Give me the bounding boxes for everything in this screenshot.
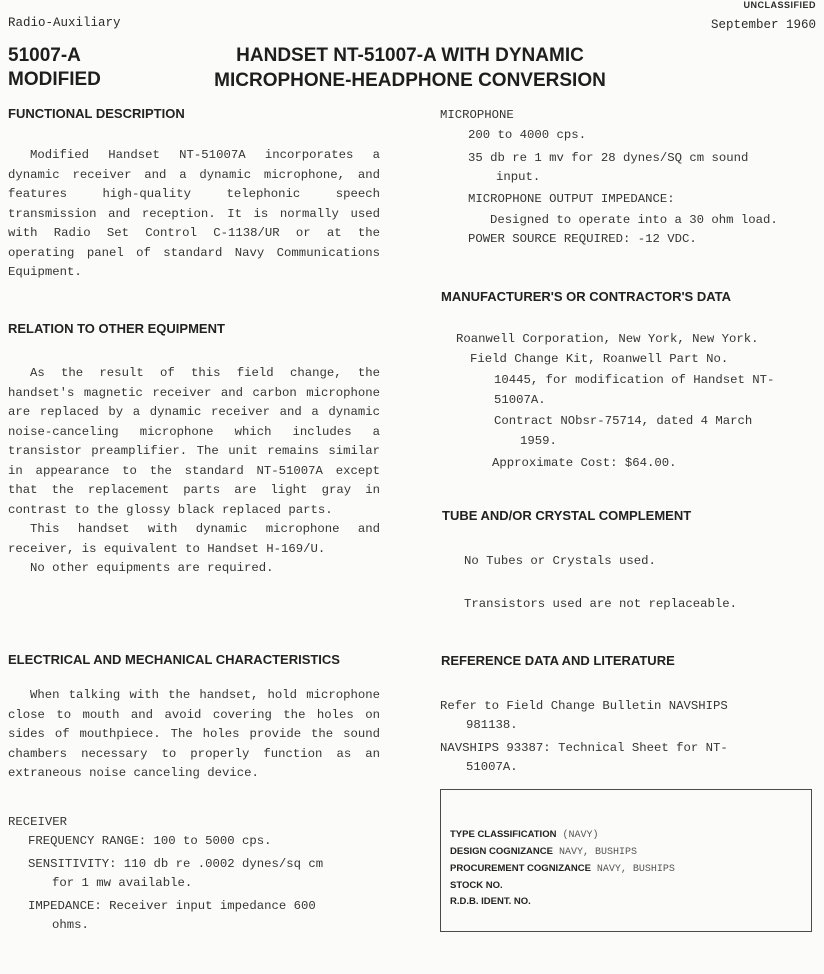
reference-line-1: Refer to Field Change Bulletin NAVSHIPS (440, 699, 728, 713)
receiver-sensitivity: SENSITIVITY: 110 db re .0002 dynes/sq cm (28, 857, 324, 871)
classification-box (440, 789, 812, 932)
rdb-ident-label: R.D.B. IDENT. NO. (450, 896, 531, 907)
microphone-impedance-value: Designed to operate into a 30 ohm load. (490, 213, 778, 227)
microphone-sensitivity-cont: input. (496, 170, 541, 184)
procurement-cognizance-label: PROCUREMENT COGNIZANCE (450, 863, 591, 874)
manufacturer-line-4: 51007A. (494, 393, 546, 407)
relation-paragraph-2: This handset with dynamic microphone and receiver, is equivalent to Handset H-169/U. (8, 522, 380, 556)
stock-number-row (450, 878, 675, 894)
classification-marking: UNCLASSIFIED (743, 0, 816, 10)
relation-text (8, 364, 380, 579)
stock-number-label: STOCK NO. (450, 880, 503, 891)
power-source: POWER SOURCE REQUIRED: -12 VDC. (468, 232, 697, 246)
receiver-sensitivity-cont: for 1 mw available. (52, 876, 193, 890)
rdb-ident-row (450, 894, 675, 910)
manufacturer-line-3: 10445, for modification of Handset NT- (494, 373, 775, 387)
microphone-frequency: 200 to 4000 cps. (468, 128, 587, 142)
category-label: Radio-Auxiliary (8, 16, 121, 30)
contract-line: Contract NObsr-75714, dated 4 March (494, 414, 753, 428)
functional-heading: FUNCTIONAL DESCRIPTION (8, 106, 185, 121)
title-line-2: MICROPHONE-HEADPHONE CONVERSION (214, 70, 606, 91)
receiver-impedance-cont: ohms. (52, 918, 89, 932)
document-date: September 1960 (710, 18, 816, 32)
document-title (170, 43, 650, 93)
microphone-sensitivity: 35 db re 1 mv for 28 dynes/SQ cm sound (468, 151, 749, 165)
reference-line-3: NAVSHIPS 93387: Technical Sheet for NT- (440, 741, 728, 755)
receiver-frequency: FREQUENCY RANGE: 100 to 5000 cps. (28, 834, 272, 848)
microphone-label: MICROPHONE (440, 108, 514, 122)
electrical-paragraph: When talking with the handset, hold microphone close to mouth and avoid covering the holes on sides of mouthpiece. The holes provide the sound chambers necessary to properly function as an extraneous noise canceling device. (8, 688, 380, 780)
tubes-line-2: Transistors used are not replaceable. (464, 597, 738, 611)
procurement-cognizance-value: NAVY, BUSHIPS (596, 864, 675, 875)
receiver-impedance: IMPEDANCE: Receiver input impedance 600 (28, 899, 316, 913)
classification-rows (450, 827, 675, 910)
contract-line-cont: 1959. (520, 434, 557, 448)
microphone-impedance-label: MICROPHONE OUTPUT IMPEDANCE: (468, 192, 675, 206)
manufacturer-line-2: Field Change Kit, Roanwell Part No. (470, 352, 729, 366)
receiver-label: RECEIVER (8, 815, 68, 829)
electrical-heading: ELECTRICAL AND MECHANICAL CHARACTERISTICS (8, 652, 340, 667)
approximate-cost: Approximate Cost: $64.00. (492, 456, 677, 470)
type-classification-row (450, 827, 675, 844)
manufacturer-heading: MANUFACTURER'S OR CONTRACTOR'S DATA (441, 289, 732, 304)
electrical-text (8, 686, 380, 784)
design-cognizance-value: NAVY, BUSHIPS (558, 847, 637, 858)
tubes-line-1: No Tubes or Crystals used. (464, 554, 656, 568)
tubes-heading: TUBE AND/OR CRYSTAL COMPLEMENT (442, 508, 692, 523)
relation-paragraph-1: As the result of this field change, the handset's magnetic receiver and carbon microphone are replaced by a dynamic receiver and a dynamic noise-canceling microphone which includes a transistor preamplifier. The unit remains similar in appearance to the standard NT-51007A except that the replacement parts are light gray in contrast to the glossy black replaced parts. (8, 366, 380, 517)
relation-heading: RELATION TO OTHER EQUIPMENT (8, 321, 225, 336)
type-classification-value: (NAVY) (562, 830, 599, 841)
manufacturer-line-1: Roanwell Corporation, New York, New York. (456, 332, 759, 346)
model-line-1: 51007-A (8, 45, 81, 66)
functional-text (8, 146, 380, 283)
model-line-2: MODIFIED (8, 69, 101, 90)
functional-paragraph: Modified Handset NT-51007A incorporates a dynamic receiver and a dynamic microphone, and features high-quality telephonic speech transmission and reception. It is normally used with Radio Set Control C-1138/UR or at the operating panel of standard Navy Communications Equipment. (8, 148, 380, 279)
model-designation (8, 44, 101, 92)
title-line-1: HANDSET NT-51007-A WITH DYNAMIC (236, 45, 584, 66)
reference-line-2: 981138. (466, 718, 518, 732)
reference-heading: REFERENCE DATA AND LITERATURE (441, 653, 675, 668)
type-classification-label: TYPE CLASSIFICATION (450, 829, 557, 840)
procurement-cognizance-row (450, 861, 675, 878)
design-cognizance-label: DESIGN COGNIZANCE (450, 846, 553, 857)
reference-line-4: 51007A. (466, 760, 518, 774)
relation-paragraph-3: No other equipments are required. (30, 561, 274, 575)
design-cognizance-row (450, 844, 675, 861)
